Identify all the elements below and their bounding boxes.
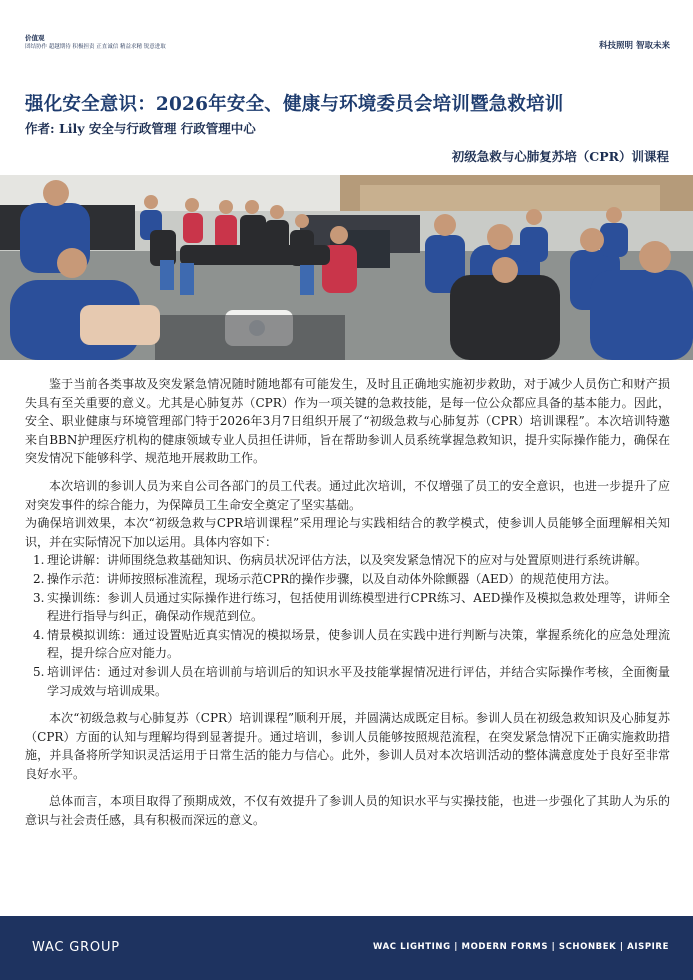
course-title: 初级急救与心肺复苏培（CPR）训课程 <box>451 149 669 164</box>
list-item-number: 4. <box>33 627 45 642</box>
article-body <box>25 375 670 830</box>
list-item <box>25 663 670 700</box>
article-author: 作者: Lily 安全与行政管理 行政管理中心 <box>25 121 256 136</box>
training-photo <box>0 175 693 360</box>
paragraph-intro: 鉴于当前各类事故及突发紧急情况随时随地都有可能发生，及时且正确地实施初步救助，对于减少人员伤亡和财产损失具有至关重要的意义。尤其是心肺复苏（CPR）作为一项关键的急救技能，是每一位公众都应具备的基本能力。因此，安全、职业健康与环境管理部门特于2026年3月7日组织开展了“初级急救与心肺复苏（CPR）培训课程”。本次培训特邀来自BBN护理医疗机构的健康领域专业人员担任讲师，旨在帮助参训人员系统掌握急救知识，提升实际操作能力，确保在突发情况下能够科学、规范地开展救助工作。 <box>25 377 670 466</box>
values-label: 价值观 <box>25 34 45 42</box>
footer-bar <box>0 916 693 980</box>
footer-brands: WAC LIGHTING | MODERN FORMS | SCHONBEK | AISPIRE <box>373 942 669 952</box>
training-content-list <box>25 551 670 700</box>
training-photo-illustration <box>0 175 693 360</box>
list-item-number: 3. <box>33 590 45 605</box>
paragraph-method: 为确保培训效果，本次“初级急救与CPR培训课程”采用理论与实践相结合的教学模式，使参训人员能够全面理解相关知识，并在实际情况下加以运用。具体内容如下： <box>25 516 670 549</box>
values-list: 团结协作 超越期待 积极担责 正直诚信 精益求精 锐意进取 <box>25 44 166 50</box>
list-item-number: 5. <box>33 664 45 679</box>
list-item <box>25 589 670 626</box>
list-item <box>25 551 670 570</box>
list-item-number: 1. <box>33 553 45 568</box>
slogan: 科技照明 智取未来 <box>599 41 670 51</box>
list-item-number: 2. <box>33 571 45 586</box>
list-item-text: 实操训练：参训人员通过实际操作进行练习，包括使用训练模型进行CPR练习、AED操作及模拟急救处理等，讲师全程进行指导与纠正，确保动作规范到位。 <box>47 590 670 624</box>
list-item-text: 情景模拟训练：通过设置贴近真实情况的模拟场景，使参训人员在实践中进行判断与决策，掌握系统化的应急处理流程，提升综合应对能力。 <box>47 627 670 661</box>
paragraph-participants: 本次培训的参训人员为来自公司各部门的员工代表。通过此次培训，不仅增强了员工的安全意识，也进一步提升了应对突发事件的综合能力，为保障员工生命安全奠定了坚实基础。 <box>25 478 670 512</box>
paragraph-results: 本次“初级急救与心肺复苏（CPR）培训课程”顺利开展，并圆满达成既定目标。参训人员在初级急救知识及心肺复苏（CPR）方面的认知与理解均得到显著提升。通过培训，参训人员能够按照规范流程，在突发紧急情况下正确实施救助措施，并具备将所学知识灵活运用于日常生活的能力与信心。此外，参训人员对本次培训活动的整体满意度处于良好至非常良好水平。 <box>25 711 670 781</box>
article-title: 强化安全意识：2026年安全、健康与环境委员会培训暨急救培训 <box>25 94 564 115</box>
paragraph-conclusion: 总体而言，本项目取得了预期成效，不仅有效提升了参训人员的知识水平与实操技能，也进一步强化了其助人为乐的意识与社会责任感，具有积极而深远的意义。 <box>25 794 670 828</box>
list-item-text: 理论讲解：讲师围绕急救基础知识、伤病员状况评估方法，以及突发紧急情况下的应对与处置原则进行系统讲解。 <box>47 553 648 568</box>
list-item <box>25 570 670 589</box>
wac-group-logo: WAC GROUP <box>32 940 120 955</box>
top-bar <box>25 33 670 57</box>
list-item <box>25 626 670 663</box>
list-item-text: 操作示范：讲师按照标准流程，现场示范CPR的操作步骤，以及自动体外除颤器（AED）的规范使用方法。 <box>47 571 617 586</box>
list-item-text: 培训评估：通过对参训人员在培训前与培训后的知识水平及技能掌握情况进行评估，并结合实际操作考核，全面衡量学习成效与培训成果。 <box>47 664 670 698</box>
